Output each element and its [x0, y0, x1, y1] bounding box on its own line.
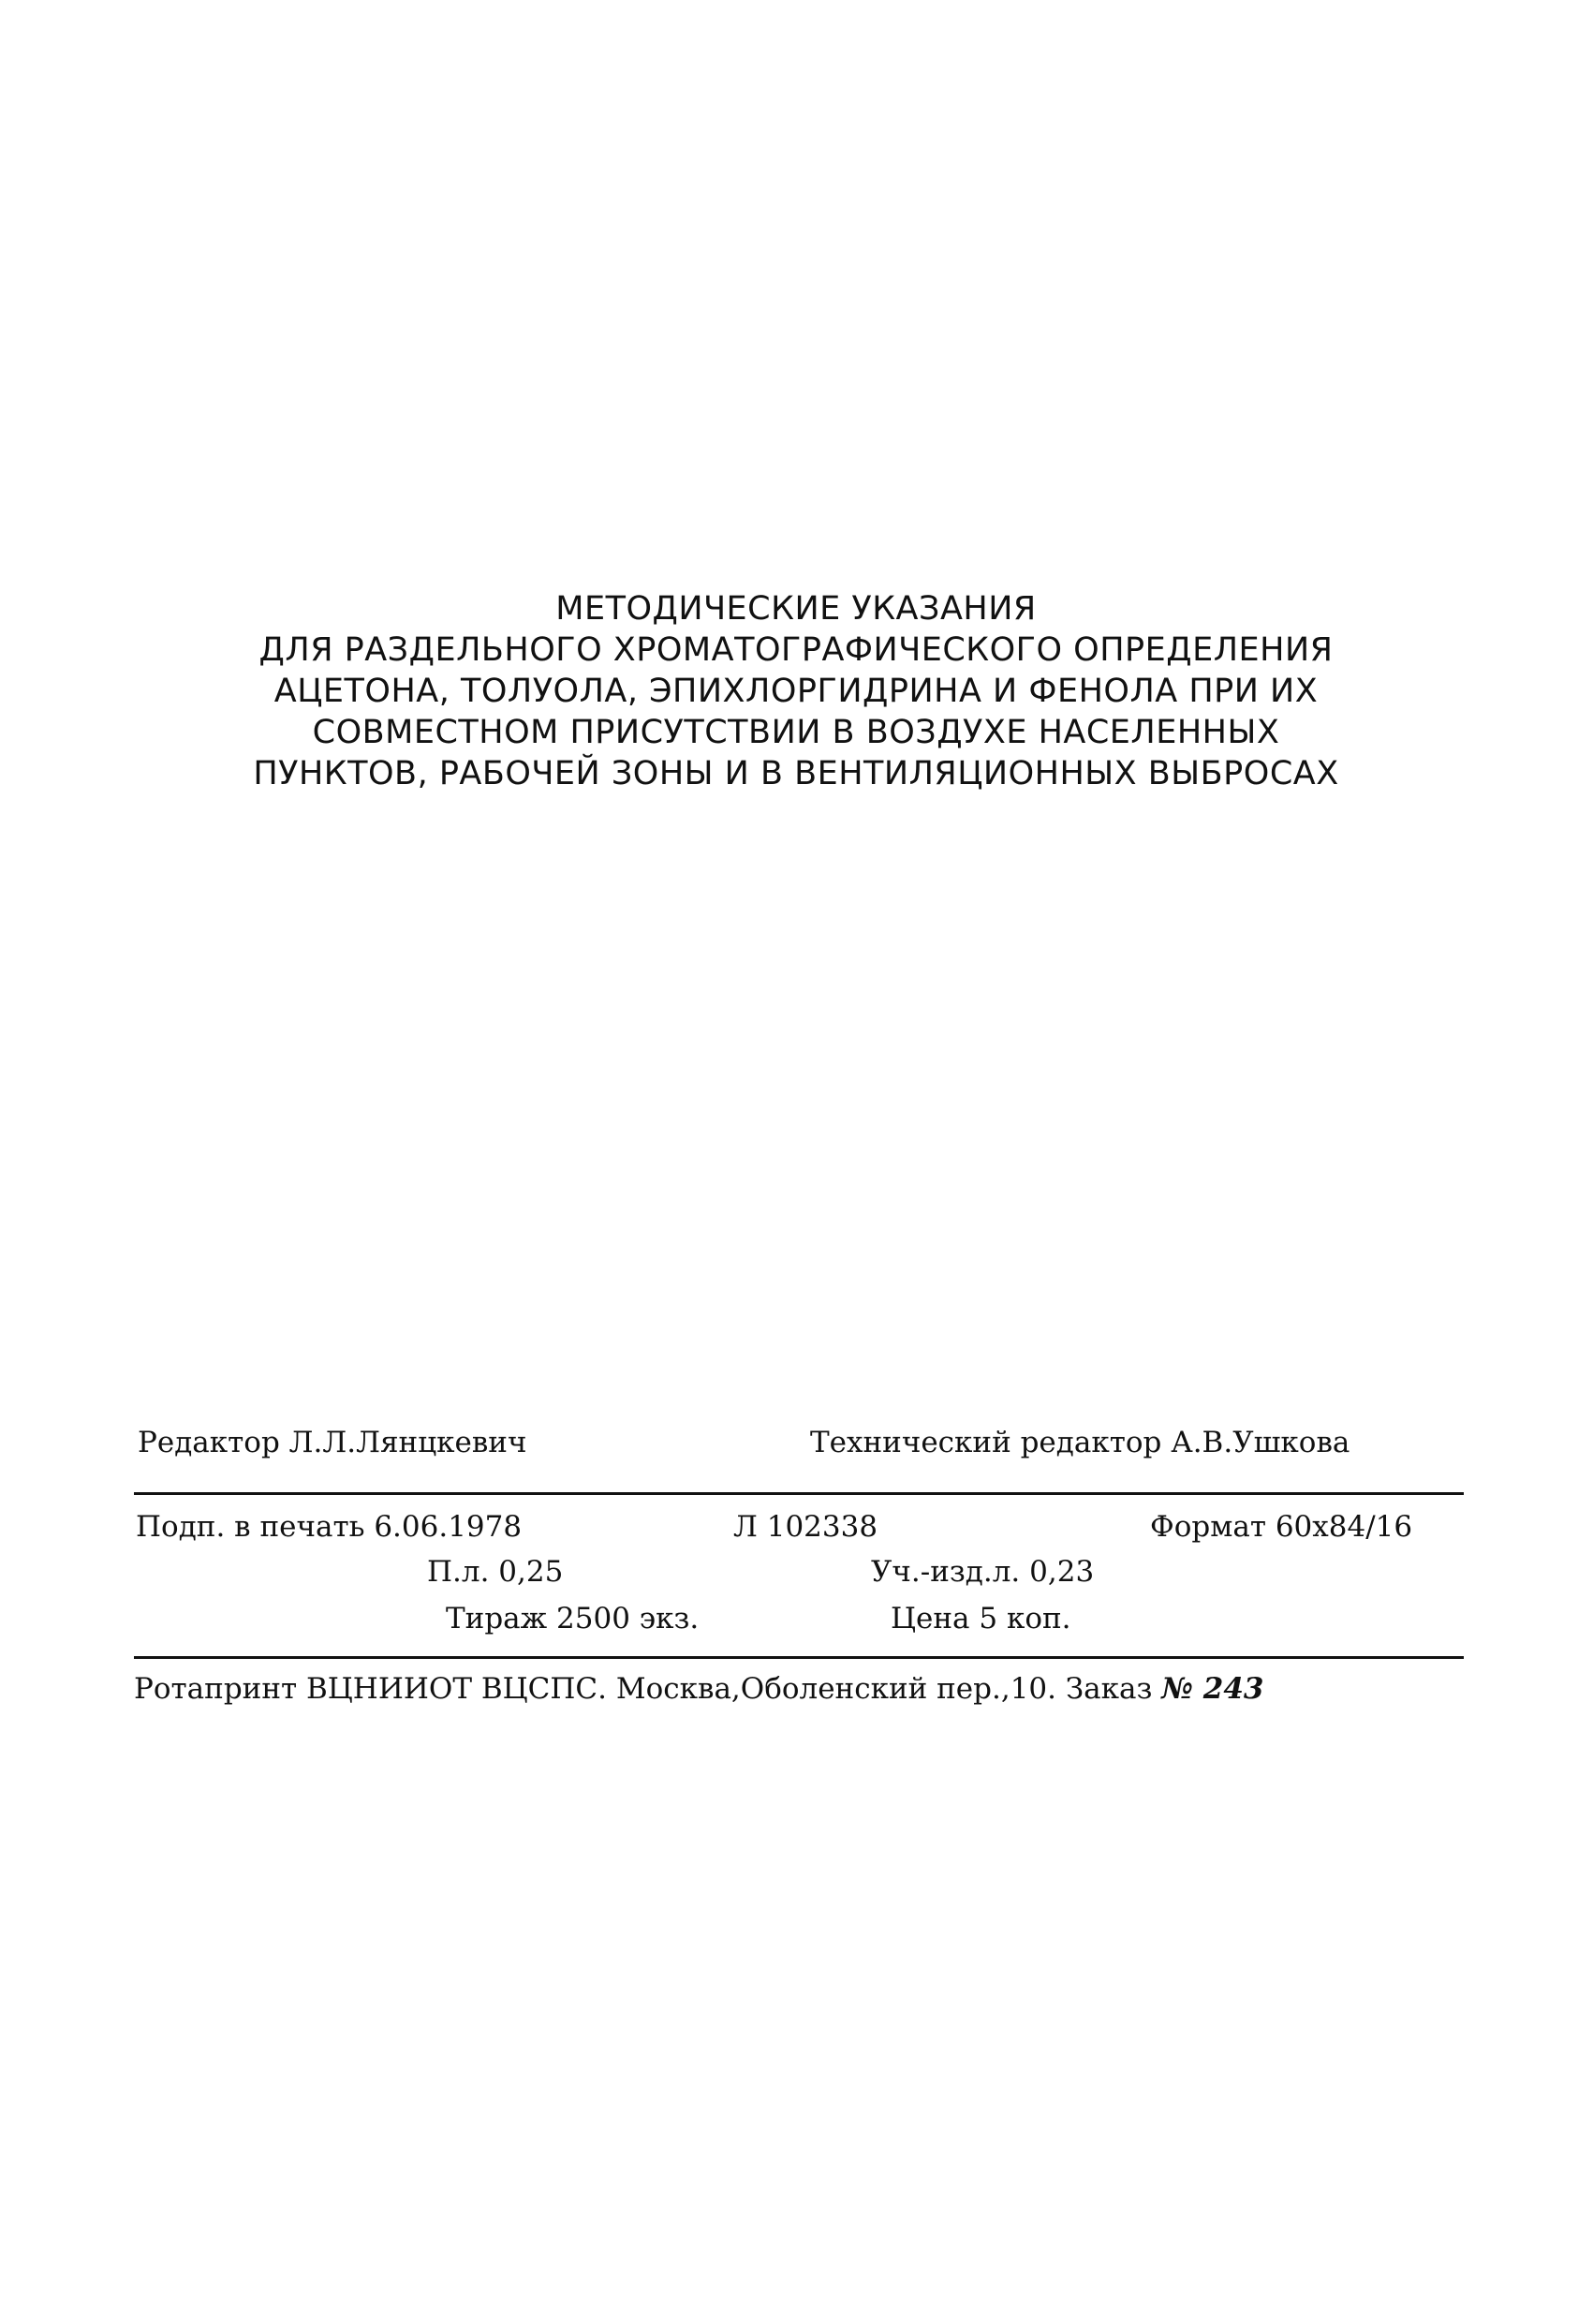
publishing-sheets: Уч.-изд.л. 0,23 — [871, 1555, 1095, 1589]
title-line-1: МЕТОДИЧЕСКИЕ УКАЗАНИЯ — [555, 590, 1037, 628]
license-number: Л 102338 — [733, 1510, 878, 1544]
order-number: № 243 — [1161, 1672, 1264, 1706]
title-line-5: ПУНКТОВ, РАБОЧЕЙ ЗОНЫ И В ВЕНТИЛЯЦИОННЫХ ВЫБРОСАХ — [253, 755, 1339, 792]
title-line-2: ДЛЯ РАЗДЕЛЬНОГО ХРОМАТОГРАФИЧЕСКОГО ОПРЕДЕЛЕНИЯ — [258, 631, 1334, 669]
title-line-4: СОВМЕСТНОМ ПРИСУТСТВИИ В ВОЗДУХЕ НАСЕЛЕННЫХ — [312, 714, 1280, 751]
print-run: Тираж 2500 экз. — [446, 1602, 700, 1636]
signed-for-print: Подп. в печать 6.06.1978 — [136, 1510, 523, 1544]
printer-line — [134, 1672, 1263, 1706]
tech-editor-credit: Технический редактор А.В.Ушкова — [810, 1426, 1350, 1459]
editor-credit: Редактор Л.Л.Лянцкевич — [138, 1426, 527, 1459]
price: Цена 5 коп. — [891, 1602, 1071, 1636]
divider-top — [134, 1492, 1464, 1495]
printed-sheets: П.л. 0,25 — [427, 1555, 564, 1589]
paper-format: Формат 60х84/16 — [1150, 1510, 1413, 1544]
document-title — [140, 588, 1452, 794]
printer-info: Ротапринт ВЦНИИОТ ВЦСПС. Москва,Оболенский пер.,10. Заказ — [134, 1672, 1153, 1706]
title-line-3: АЦЕТОНА, ТОЛУОЛА, ЭПИХЛОРГИДРИНА И ФЕНОЛА ПРИ ИХ — [273, 673, 1319, 710]
divider-bottom — [134, 1656, 1464, 1659]
